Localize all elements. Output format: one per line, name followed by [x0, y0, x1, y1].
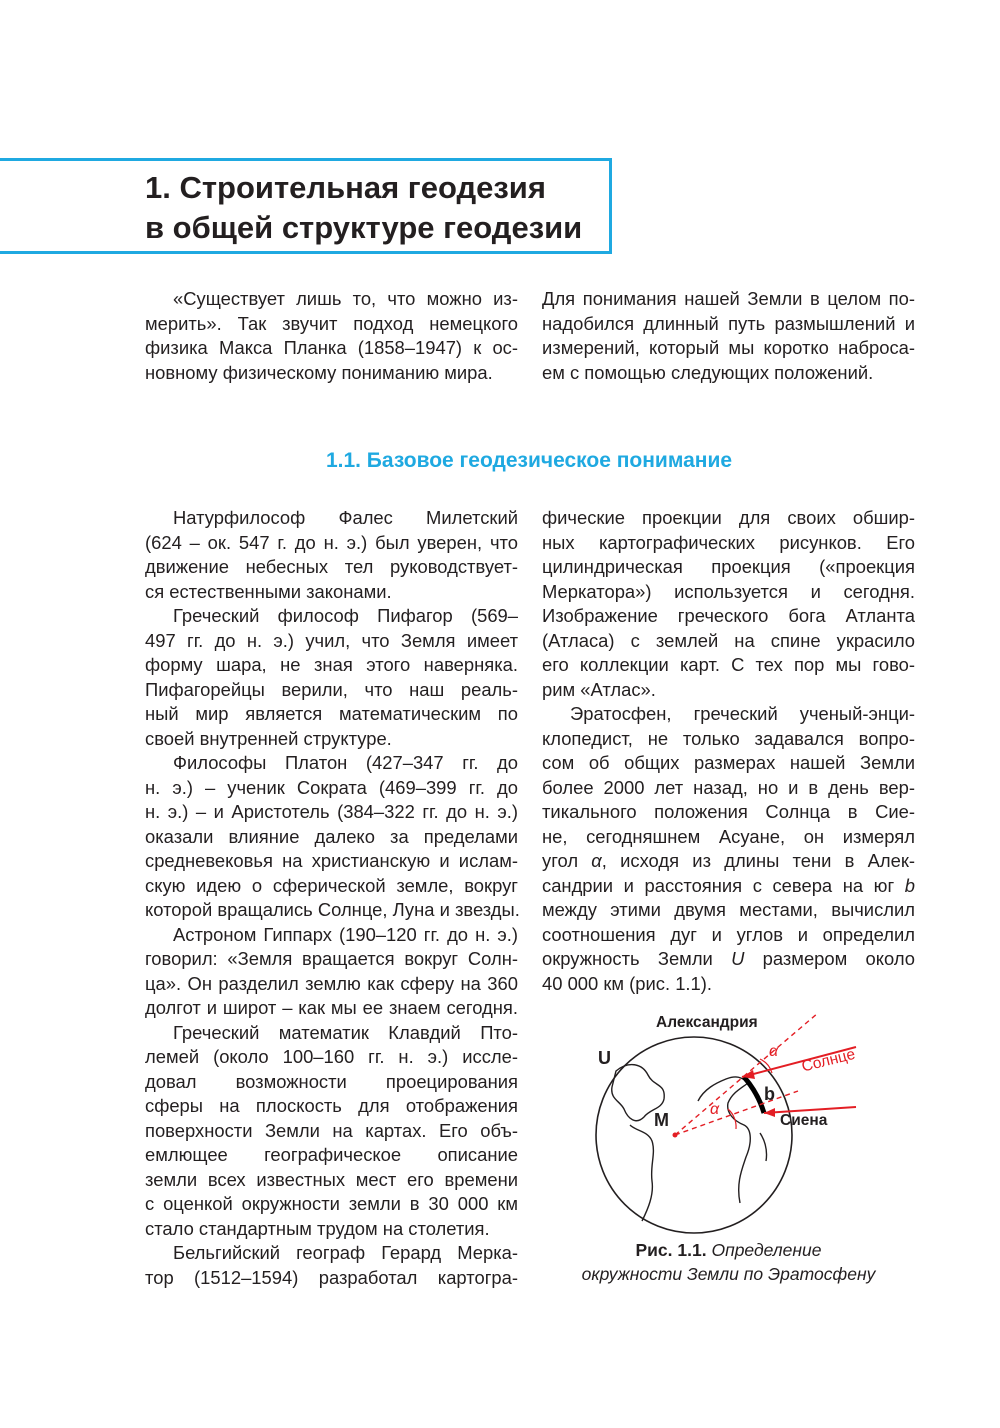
- text-line: «Существует лишь то, что можно из-: [173, 288, 518, 309]
- text-line: лемей (около 100–160 гг. н. э.) иссле-: [145, 1046, 518, 1067]
- text-line: [542, 874, 915, 899]
- text-line: [542, 849, 915, 874]
- main-right-column: [542, 506, 915, 996]
- math-symbol: α: [591, 850, 602, 871]
- text-line: [542, 947, 915, 972]
- text-line: Меркатора») используется и сегодня.: [542, 580, 915, 602]
- text-line: движение небесных тел руководствует-: [145, 556, 518, 577]
- text-line: Пифагорейцы верили, что наш реаль-: [145, 678, 518, 700]
- text-line: ем с помощью следующих положений.: [542, 361, 874, 383]
- text-line: более 2000 лет назад, но и в день вер-: [542, 776, 915, 798]
- text-line: ся естественными законами.: [145, 580, 392, 602]
- text-line: сферы на плоскость для отображения: [145, 1095, 518, 1116]
- section-heading: 1.1. Базовое геодезическое понимание: [325, 449, 733, 472]
- text-line: фические проекции для своих обшир-: [542, 507, 915, 528]
- text-line: средневековья на христианскую и ислам-: [145, 850, 518, 871]
- label-syene: Сиена: [780, 1112, 828, 1129]
- text-line: тор (1512–1594) разработал картогра-: [145, 1266, 518, 1288]
- text-line: н. э.) – ученик Сократа (469–399 гг. до: [145, 776, 518, 798]
- text-line: (624 – ок. 547 г. до н. э.) был уверен, что: [145, 531, 518, 553]
- earth-center-point: [673, 1133, 678, 1138]
- text-line: Греческий математик Клавдий Пто-: [173, 1021, 518, 1043]
- text-line: соотношения дуг и углов и определил: [542, 923, 915, 945]
- chapter-title: [145, 168, 582, 248]
- text-line: Эратосфен, греческий ученый-энци-: [570, 703, 915, 724]
- paragraph-ptolemy: [145, 1021, 518, 1242]
- text-line: с оценкой окружности земли в 30 000 км: [145, 1193, 518, 1214]
- text-line: измерений, который мы коротко наброса-: [542, 337, 915, 358]
- chapter-title-line: 1. Строительная геодезия: [145, 170, 546, 205]
- label-alpha: α: [710, 1101, 720, 1118]
- text-line: Греческий философ Пифагор (569–: [173, 605, 518, 626]
- text-line: оказали влияние далеко за пределами: [145, 825, 518, 847]
- text-line: Для понимания нашей Земли в целом по-: [542, 288, 915, 309]
- text-line: поверхности Земли на картах. Его объ-: [145, 1119, 518, 1141]
- text-line: физика Макса Планка (1858–1947) к ос-: [145, 337, 518, 358]
- text-line: мерить». Так звучит подход немецкого: [145, 312, 518, 334]
- text-line: довал возможности проецирования: [145, 1070, 518, 1092]
- label-u: U: [598, 1048, 611, 1068]
- text-fragment: угол: [542, 850, 592, 871]
- text-line: земли всех известных мест его времени: [145, 1168, 518, 1190]
- text-line: цилиндрическая проекция («проекция: [542, 556, 915, 577]
- text-line: Астроном Гиппарх (190–120 гг. до н. э.): [173, 923, 518, 945]
- text-line: Бельгийский географ Герард Мерка-: [173, 1242, 518, 1263]
- paragraph: [145, 287, 518, 385]
- text-line: 497 гг. до н. э.) учил, что Земля имеет: [145, 629, 518, 651]
- paragraph-pythagoras: [145, 604, 518, 751]
- math-symbol: U: [731, 948, 745, 969]
- chapter-title-line: в общей структуре геодезии: [145, 210, 583, 245]
- text-line: ных картографических рисунков. Его: [542, 531, 915, 553]
- text-line: Натурфилософ Фалес Милетский: [173, 507, 518, 528]
- text-fragment: окружность Земли: [542, 948, 732, 969]
- figure-eratosthenes: [556, 1013, 920, 1243]
- text-line: тикального положения Солнца в Сие-: [542, 801, 915, 822]
- label-sun: Солнце: [800, 1045, 857, 1076]
- text-line: н. э.) – и Аристотель (384–322 гг. до н. э.): [145, 801, 518, 822]
- math-symbol: b: [904, 874, 915, 896]
- figure-caption: [542, 1238, 915, 1286]
- caption-label: Рис. 1.1.: [635, 1240, 707, 1260]
- label-alexandria: Александрия: [656, 1014, 758, 1031]
- text-line: форму шара, не зная этого наверняка.: [145, 654, 518, 675]
- paragraph: [542, 287, 915, 385]
- text-line: не, сегодняшнем Асуане, он измерял: [542, 825, 915, 847]
- text-fragment: сандрии и расстояния с севера на юг: [542, 874, 905, 896]
- text-line: (Атласа) с землей на спине украсило: [542, 629, 915, 651]
- earth-globe: [596, 1037, 792, 1233]
- text-fragment: , исходя из длины тени в Алек-: [601, 850, 916, 871]
- text-line: клопедист, не только задавался вопро-: [542, 727, 915, 749]
- text-line: ца». Он разделил землю как сферу на 360: [145, 972, 518, 994]
- text-line: рим «Атлас».: [542, 678, 656, 700]
- text-fragment: размером около: [744, 948, 915, 969]
- text-line: скую идею о сферической земле, вокруг: [145, 874, 518, 896]
- text-line: надобился длинный путь размышлений и: [542, 312, 915, 334]
- label-m: M: [654, 1110, 669, 1130]
- text-line: ный мир является математическим по: [145, 703, 518, 724]
- text-line: емлющее географическое описание: [145, 1144, 518, 1165]
- text-line: стало стандартным трудом на столетия.: [145, 1217, 490, 1239]
- paragraph-thales: [145, 506, 518, 604]
- text-line: его коллекции карт. С тех пор мы гово-: [542, 654, 915, 675]
- text-line: 40 000 км (рис. 1.1).: [542, 972, 712, 994]
- intro-right-column: [542, 287, 915, 385]
- text-line: новному физическому пониманию мира.: [145, 361, 493, 383]
- paragraph-mercator: [145, 1241, 518, 1290]
- paragraph-plato: [145, 751, 518, 923]
- paragraph-eratosthenes: [542, 702, 915, 996]
- label-b: b: [764, 1084, 775, 1104]
- paragraph-mercator-continued: [542, 506, 915, 702]
- paragraph-hipparchus: [145, 923, 518, 1021]
- main-left-column: [145, 506, 518, 1290]
- caption-text: Определение: [711, 1240, 822, 1260]
- text-line: которой вращались Солнце, Луна и звезды.: [145, 899, 520, 920]
- text-line: Философы Платон (427–347 гг. до: [173, 752, 518, 773]
- text-line: долгот и широт – как мы ее знаем сегодня.: [145, 997, 518, 1018]
- caption-text: окружности Земли по Эратосфену: [581, 1264, 876, 1284]
- text-line: своей внутренней структуре.: [145, 727, 392, 749]
- text-line: Изображение греческого бога Атланта: [542, 605, 915, 626]
- text-line: между этими двумя местами, вычислил: [542, 899, 915, 920]
- label-alpha: α: [769, 1043, 779, 1060]
- text-line: говорил: «Земля вращается вокруг Солн-: [145, 948, 518, 969]
- text-line: сом об общих размерах нашей Земли: [542, 752, 915, 773]
- intro-left-column: [145, 287, 518, 385]
